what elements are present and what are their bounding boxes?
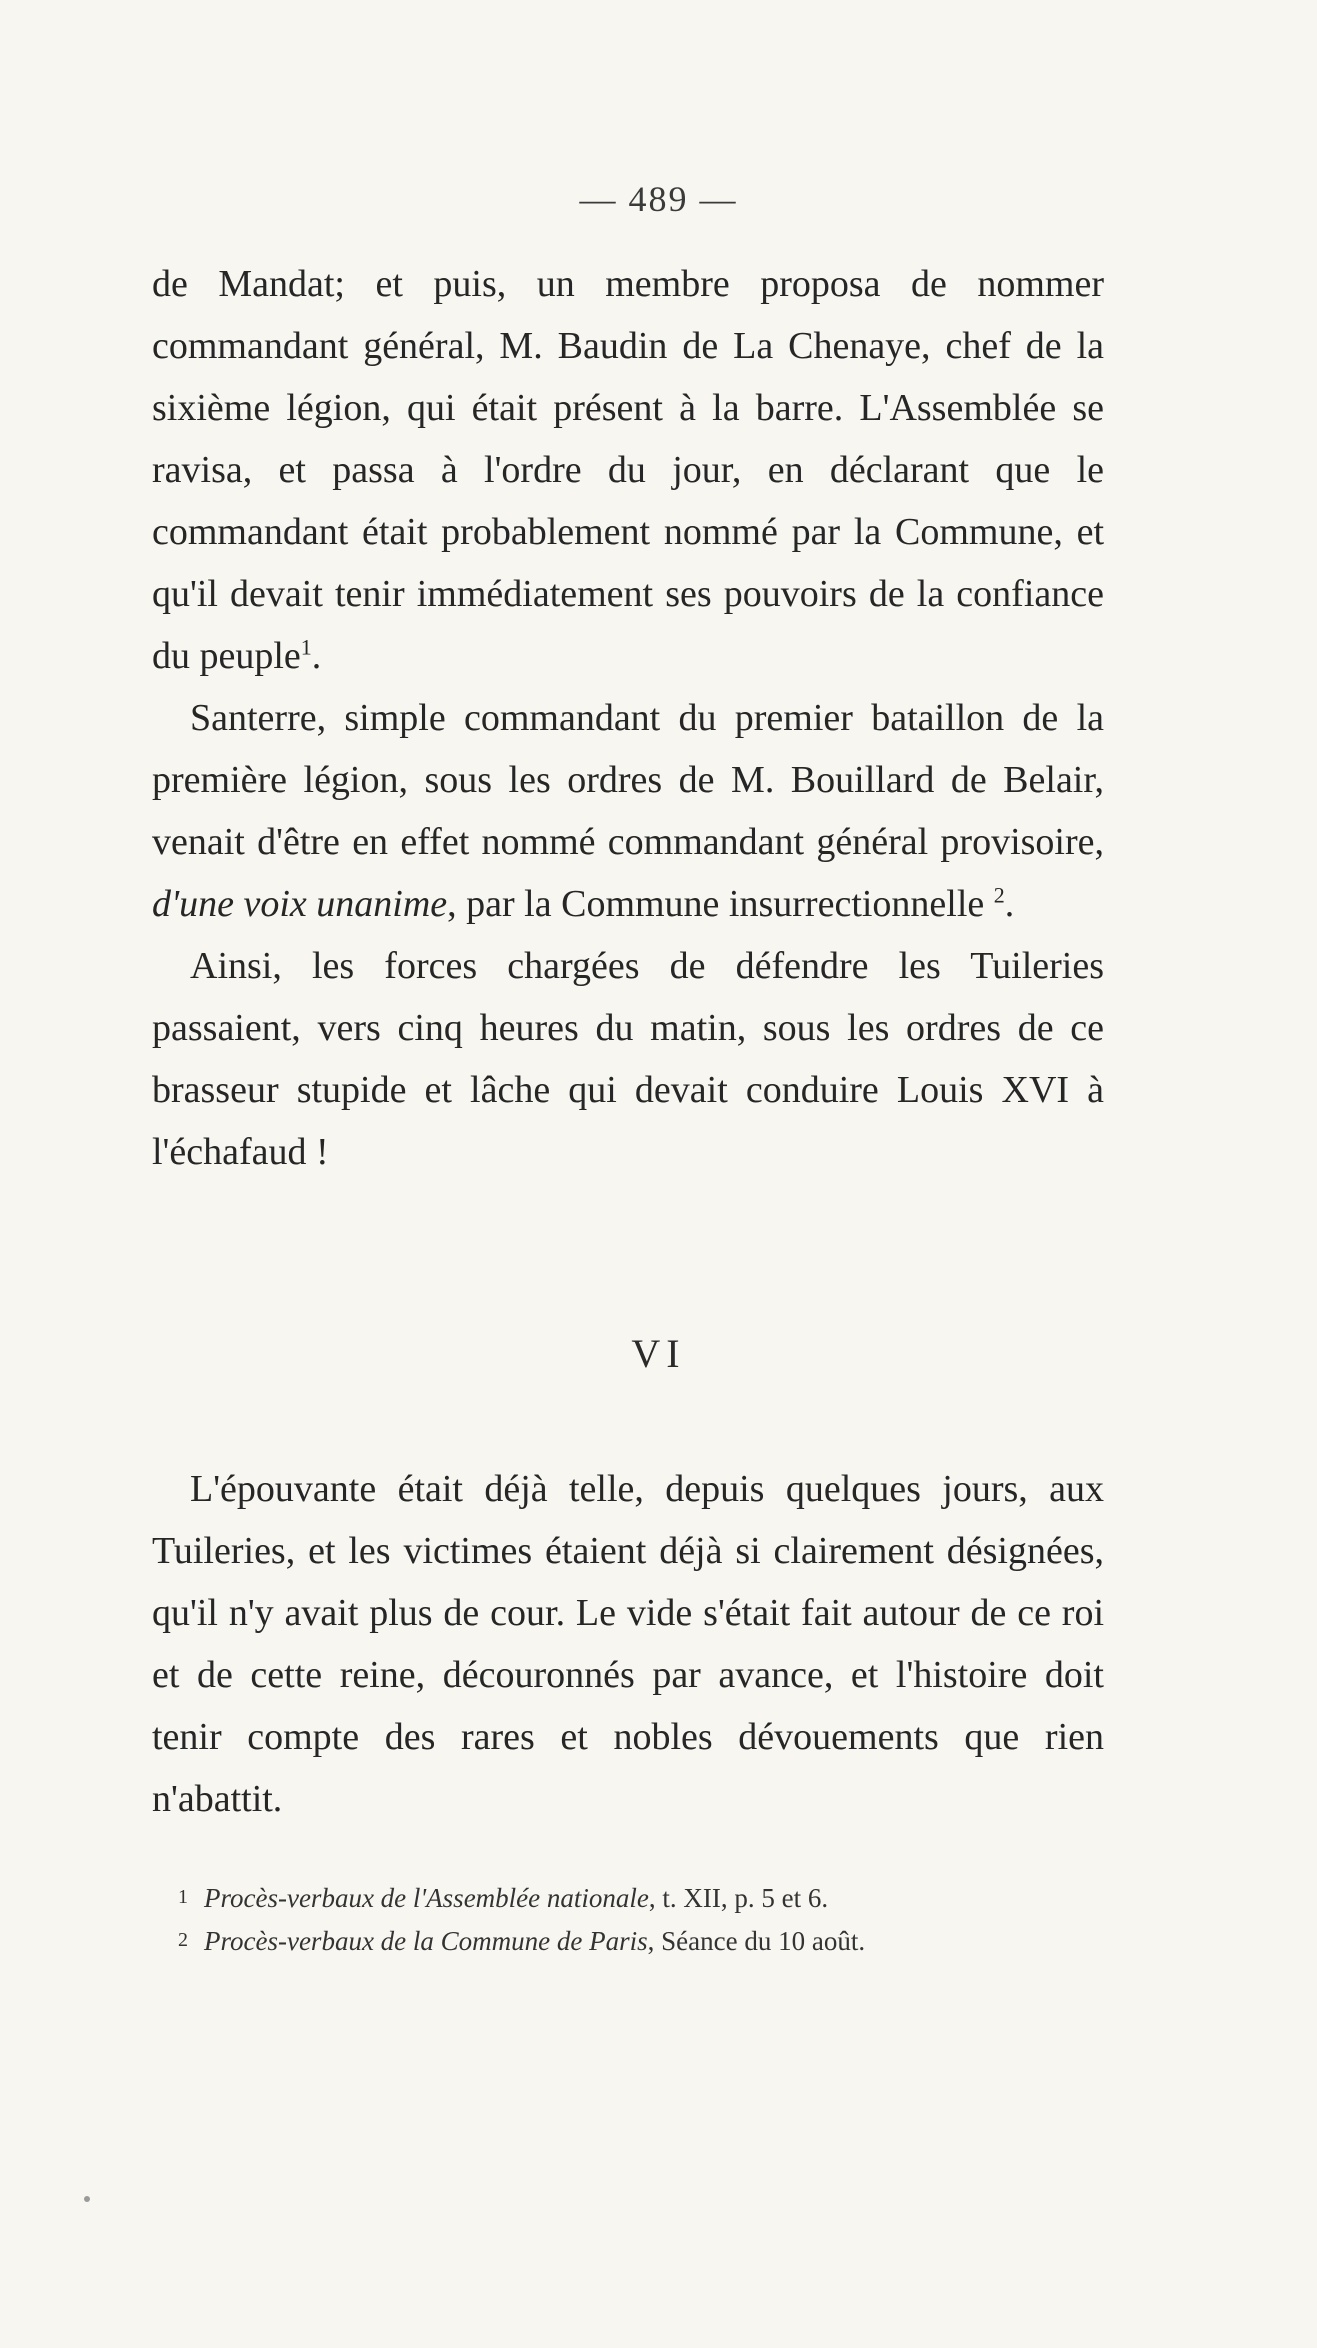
emphasis-text: d'une voix unanime	[152, 883, 448, 925]
footnote-ref-2[interactable]: 2	[993, 882, 1005, 908]
page-number: — 489 —	[579, 179, 738, 219]
paragraph-epouvante	[152, 1458, 1104, 1830]
paragraph-text: de Mandat; et puis, un membre proposa de nommer commandant général, M. Baudin de La Chenaye, chef de la sixième légion, qui était présent à la barre. L'Assemblée se ravisa, et passa à l'ordre du jour, en déclarant que le commandant était probablement nommé par la Commune, et qu'il devait tenir immédiatement ses pouvoirs de la confiance du peuple	[152, 263, 1104, 677]
footnote-number: 2	[178, 1929, 188, 1951]
paragraph-ainsi	[152, 935, 1104, 1183]
paragraph-mandat	[152, 253, 1104, 687]
paragraph-santerre	[152, 687, 1104, 935]
paper-speck-decoration	[84, 2196, 90, 2202]
footnote-2	[178, 1919, 1108, 1962]
text-block-lower	[152, 1458, 1104, 1830]
paragraph-tail: .	[1004, 883, 1015, 925]
paragraph-tail: .	[311, 635, 322, 677]
paragraph-text: Ainsi, les forces chargées de défendre les Tuileries passaient, vers cinq heures du matin, sous les ordres de ce brasseur stupide et lâche qui devait conduire Louis XVI à l'échafaud !	[152, 945, 1104, 1173]
paragraph-text-after: , par la Commune insurrectionnelle	[447, 883, 985, 925]
footnote-title: Procès-verbaux de l'Assemblée nationale	[204, 1883, 649, 1913]
text-block-upper	[152, 253, 1104, 1183]
footnote-rest: , t. XII, p. 5 et 6.	[648, 1883, 829, 1913]
section-heading: VI	[631, 1331, 686, 1376]
footnotes	[178, 1876, 1108, 1962]
footnote-ref-1[interactable]: 1	[300, 634, 312, 660]
footnote-1	[178, 1876, 1108, 1919]
footnote-rest: , Séance du 10 août.	[647, 1926, 866, 1956]
footnote-number: 1	[178, 1886, 188, 1908]
paragraph-text: Santerre, simple commandant du premier bataillon de la première légion, sous les ordres de M. Bouillard de Belair, venait d'être en effet nommé commandant général provisoire,	[152, 697, 1104, 863]
paragraph-text: L'épouvante était déjà telle, depuis quelques jours, aux Tuileries, et les victimes étaient déjà si clairement désignées, qu'il n'y avait plus de cour. Le vide s'était fait autour de ce roi et de cette reine, découronnés par avance, et l'histoire doit tenir compte des rares et nobles dévouements que rien n'abattit.	[152, 1468, 1104, 1820]
footnote-title: Procès-verbaux de la Commune de Paris	[204, 1926, 648, 1956]
